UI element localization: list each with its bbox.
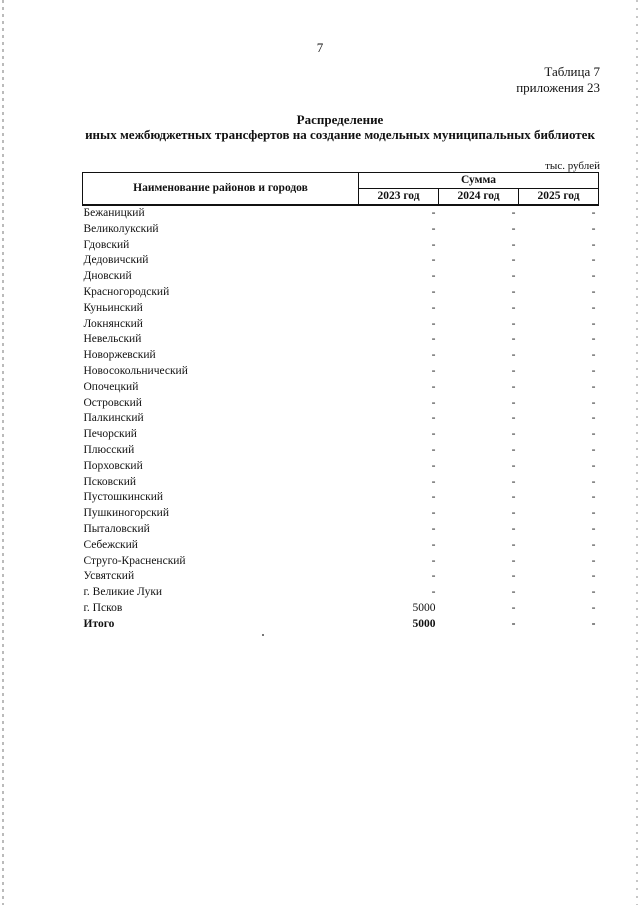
district-name-cell: Усвятский (83, 570, 135, 583)
table-row (83, 396, 599, 412)
value-2025-cell: - (591, 507, 596, 520)
district-name-cell: Пустошкинский (83, 491, 164, 504)
document-title (60, 112, 620, 142)
table-reference (516, 64, 600, 96)
value-2025-cell: - (591, 333, 596, 346)
value-2025-cell: - (591, 380, 596, 393)
value-2024-cell: - (511, 349, 516, 362)
table-row (83, 269, 599, 285)
value-2024-cell: - (511, 285, 516, 298)
table-row (83, 554, 599, 570)
district-name-cell: Итого (83, 617, 115, 630)
value-2023-cell: - (431, 285, 436, 298)
district-name-cell: Печорский (83, 428, 137, 441)
allocation-table (82, 172, 599, 633)
district-name-cell: Красногородский (83, 285, 170, 298)
value-2023-cell: 5000 (412, 601, 436, 614)
value-2023-cell: - (431, 364, 436, 377)
table-row (83, 380, 599, 396)
value-2023-cell: - (431, 586, 436, 599)
value-2023-cell: - (431, 475, 436, 488)
value-2024-cell: - (511, 333, 516, 346)
value-2023-cell: - (431, 270, 436, 283)
district-name-cell: Гдовский (83, 238, 130, 251)
value-2023-cell: - (431, 349, 436, 362)
value-2025-cell: - (591, 254, 596, 267)
value-2024-cell: - (511, 428, 516, 441)
value-2024-cell: - (511, 412, 516, 425)
value-2025-cell: - (591, 617, 596, 630)
value-2024-cell: - (511, 554, 516, 567)
value-2023-cell: - (431, 538, 436, 551)
value-2025-cell: - (591, 570, 596, 583)
district-name-cell: Великолукский (83, 222, 159, 235)
header-year-2024: 2024 год (439, 189, 519, 206)
value-2024-cell: - (511, 617, 516, 630)
district-name-cell: Новосокольнический (83, 364, 188, 377)
scan-edge-left (2, 0, 4, 905)
value-2024-cell: - (511, 586, 516, 599)
value-2025-cell: - (591, 364, 596, 377)
value-2023-cell: - (431, 570, 436, 583)
value-2025-cell: - (591, 522, 596, 535)
value-2023-cell: 5000 (412, 617, 436, 630)
value-2024-cell: - (511, 238, 516, 251)
table-row (83, 475, 599, 491)
units-label: тыс. рублей (545, 160, 600, 172)
table-row (83, 301, 599, 317)
value-2024-cell: - (511, 601, 516, 614)
district-name-cell: Дедовичский (83, 254, 149, 267)
district-name-cell: Куньинский (83, 301, 143, 314)
table-row (83, 364, 599, 380)
value-2024-cell: - (511, 507, 516, 520)
district-name-cell: Порховский (83, 459, 143, 472)
scan-speck (262, 634, 264, 636)
value-2025-cell: - (591, 586, 596, 599)
value-2025-cell: - (591, 207, 596, 219)
value-2025-cell: - (591, 301, 596, 314)
district-name-cell: Псковский (83, 475, 137, 488)
district-name-cell: Дновский (83, 270, 132, 283)
table-row (83, 522, 599, 538)
value-2024-cell: - (511, 380, 516, 393)
value-2025-cell: - (591, 238, 596, 251)
value-2023-cell: - (431, 507, 436, 520)
value-2023-cell: - (431, 443, 436, 456)
value-2024-cell: - (511, 443, 516, 456)
value-2023-cell: - (431, 380, 436, 393)
value-2024-cell: - (511, 301, 516, 314)
value-2025-cell: - (591, 491, 596, 504)
header-year-2023: 2023 год (359, 189, 439, 206)
value-2023-cell: - (431, 459, 436, 472)
header-sum: Сумма (359, 173, 599, 189)
table-row (83, 411, 599, 427)
district-name-cell: г. Псков (83, 601, 123, 614)
table-row (83, 222, 599, 238)
table-row (83, 585, 599, 601)
total-row (83, 617, 599, 633)
value-2025-cell: - (591, 475, 596, 488)
value-2025-cell: - (591, 349, 596, 362)
value-2023-cell: - (431, 301, 436, 314)
value-2025-cell: - (591, 443, 596, 456)
table-body (83, 205, 599, 633)
title-line2: иных межбюджетных трансфертов на создание модельных муниципальных библиотек (85, 127, 595, 142)
table-row (83, 253, 599, 269)
table-row (83, 569, 599, 585)
district-name-cell: г. Великие Луки (83, 586, 163, 599)
district-name-cell: Опочецкий (83, 380, 139, 393)
value-2025-cell: - (591, 554, 596, 567)
value-2025-cell: - (591, 538, 596, 551)
header-district-name: Наименование районов и городов (83, 173, 359, 206)
title-line1: Распределение (296, 112, 384, 127)
value-2025-cell: - (591, 396, 596, 409)
district-name-cell: Локнянский (83, 317, 143, 330)
value-2025-cell: - (591, 222, 596, 235)
value-2024-cell: - (511, 538, 516, 551)
table-row (83, 332, 599, 348)
district-name-cell: Новоржевский (83, 349, 156, 362)
table-row (83, 348, 599, 364)
district-name-cell: Бежаницкий (83, 207, 145, 219)
value-2023-cell: - (431, 522, 436, 535)
value-2023-cell: - (431, 254, 436, 267)
table-ref-line1: Таблица 7 (544, 64, 600, 79)
district-name-cell: Себежский (83, 538, 138, 551)
value-2024-cell: - (511, 570, 516, 583)
value-2024-cell: - (511, 522, 516, 535)
district-name-cell: Островский (83, 396, 142, 409)
table-row (83, 285, 599, 301)
table-row (83, 490, 599, 506)
table-row (83, 205, 599, 222)
value-2023-cell: - (431, 554, 436, 567)
district-name-cell: Невельский (83, 333, 142, 346)
value-2024-cell: - (511, 222, 516, 235)
value-2025-cell: - (591, 317, 596, 330)
value-2025-cell: - (591, 412, 596, 425)
value-2023-cell: - (431, 207, 436, 219)
district-name-cell: Палкинский (83, 412, 144, 425)
value-2023-cell: - (431, 412, 436, 425)
value-2023-cell: - (431, 222, 436, 235)
table-ref-line2: приложения 23 (516, 80, 600, 95)
value-2025-cell: - (591, 285, 596, 298)
value-2023-cell: - (431, 396, 436, 409)
district-name-cell: Плюсский (83, 443, 135, 456)
header-year-2025: 2025 год (519, 189, 599, 206)
district-name-cell: Пушкиногорский (83, 507, 169, 520)
value-2024-cell: - (511, 254, 516, 267)
value-2024-cell: - (511, 475, 516, 488)
table-row (83, 459, 599, 475)
value-2023-cell: - (431, 317, 436, 330)
table-row (83, 317, 599, 333)
value-2024-cell: - (511, 491, 516, 504)
value-2024-cell: - (511, 207, 516, 219)
value-2025-cell: - (591, 459, 596, 472)
value-2024-cell: - (511, 364, 516, 377)
district-name-cell: Пыталовский (83, 522, 150, 535)
value-2024-cell: - (511, 317, 516, 330)
value-2023-cell: - (431, 333, 436, 346)
value-2024-cell: - (511, 459, 516, 472)
table-row (83, 427, 599, 443)
value-2024-cell: - (511, 270, 516, 283)
value-2025-cell: - (591, 270, 596, 283)
table-header (83, 173, 599, 206)
scan-edge-right (636, 0, 638, 905)
value-2023-cell: - (431, 428, 436, 441)
value-2023-cell: - (431, 238, 436, 251)
value-2023-cell: - (431, 491, 436, 504)
table-row (83, 538, 599, 554)
district-name-cell: Струго-Красненский (83, 554, 186, 567)
value-2024-cell: - (511, 396, 516, 409)
table-row (83, 601, 599, 617)
table-row (83, 443, 599, 459)
page-number: 7 (316, 40, 324, 55)
table-row (83, 506, 599, 522)
value-2025-cell: - (591, 601, 596, 614)
table-row (83, 238, 599, 254)
value-2025-cell: - (591, 428, 596, 441)
